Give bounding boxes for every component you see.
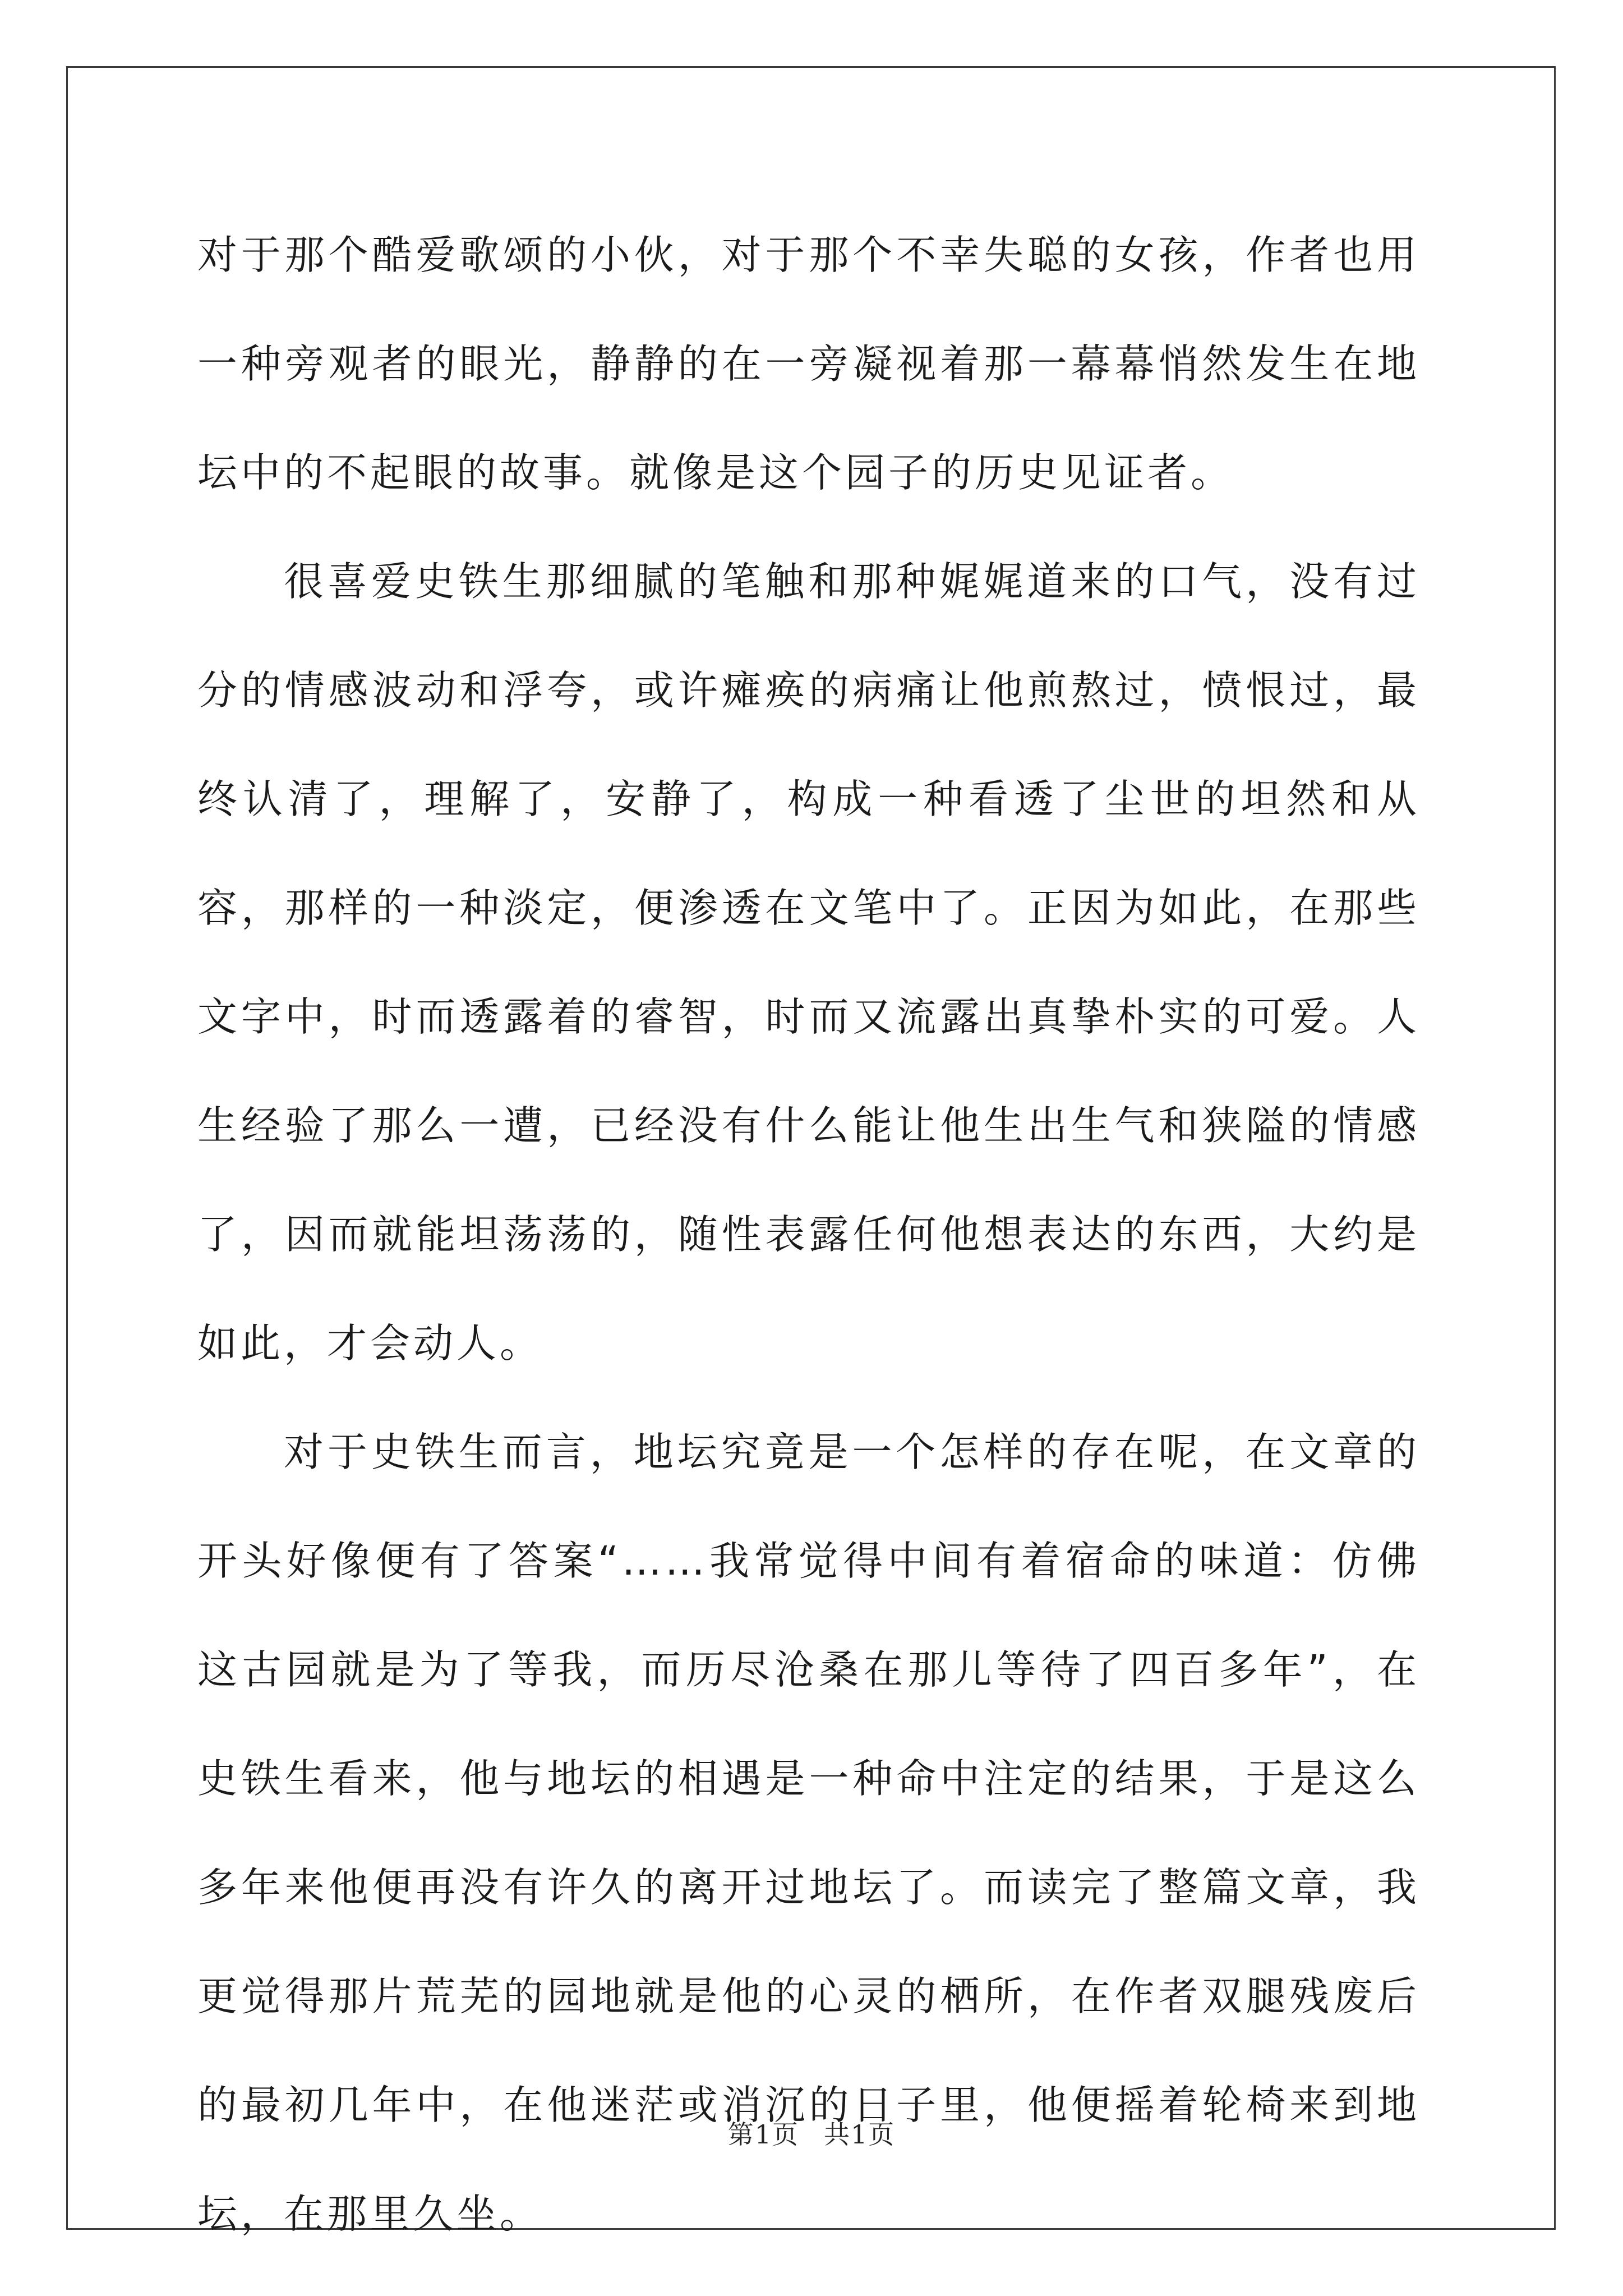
document-body: [197, 201, 1420, 2269]
paragraph-2: 很喜爱史铁生那细腻的笔触和那种娓娓道来的口气，没有过分的情感波动和浮夸，或许瘫痪的病痛让他煎熬过，愤恨过，最终认清了，理解了，安静了，构成一种看透了尘世的坦然和从容，那样的一种淡定，便渗透在文笔中了。正因为如此，在那些文字中，时而透露着的睿智，时而又流露出真挚朴实的可爱。人生经验了那么一遭，已经没有什么能让他生出生气和狭隘的情感了，因而就能坦荡荡的，随性表露任何他想表达的东西，大约是如此，才会动人。: [197, 558, 1420, 1366]
page-footer: [0, 2114, 1623, 2151]
page-number: 第1页: [727, 2119, 799, 2150]
paragraph-3: 对于史铁生而言，地坛究竟是一个怎样的存在呢，在文章的开头好像便有了答案“……我常觉得中间有着宿命的味道：仿佛这古园就是为了等我，而历尽沧桑在那儿等待了四百多年”，在史铁生看来，他与地坛的相遇是一种命中注定的结果，于是这么多年来他便再没有许久的离开过地坛了。而读完了整篇文章，我更觉得那片荒芜的园地就是他的心灵的栖所，在作者双腿残废后的最初几年中，在他迷茫或消沉的日子里，他便摇着轮椅来到地坛，在那里久坐。: [197, 1429, 1420, 2237]
page-total: 共1页: [824, 2119, 896, 2150]
paragraph-1: 对于那个酷爱歌颂的小伙，对于那个不幸失聪的女孩，作者也用一种旁观者的眼光，静静的在一旁凝视着那一幕幕悄然发生在地坛中的不起眼的故事。就像是这个园子的历史见证者。: [197, 232, 1420, 496]
